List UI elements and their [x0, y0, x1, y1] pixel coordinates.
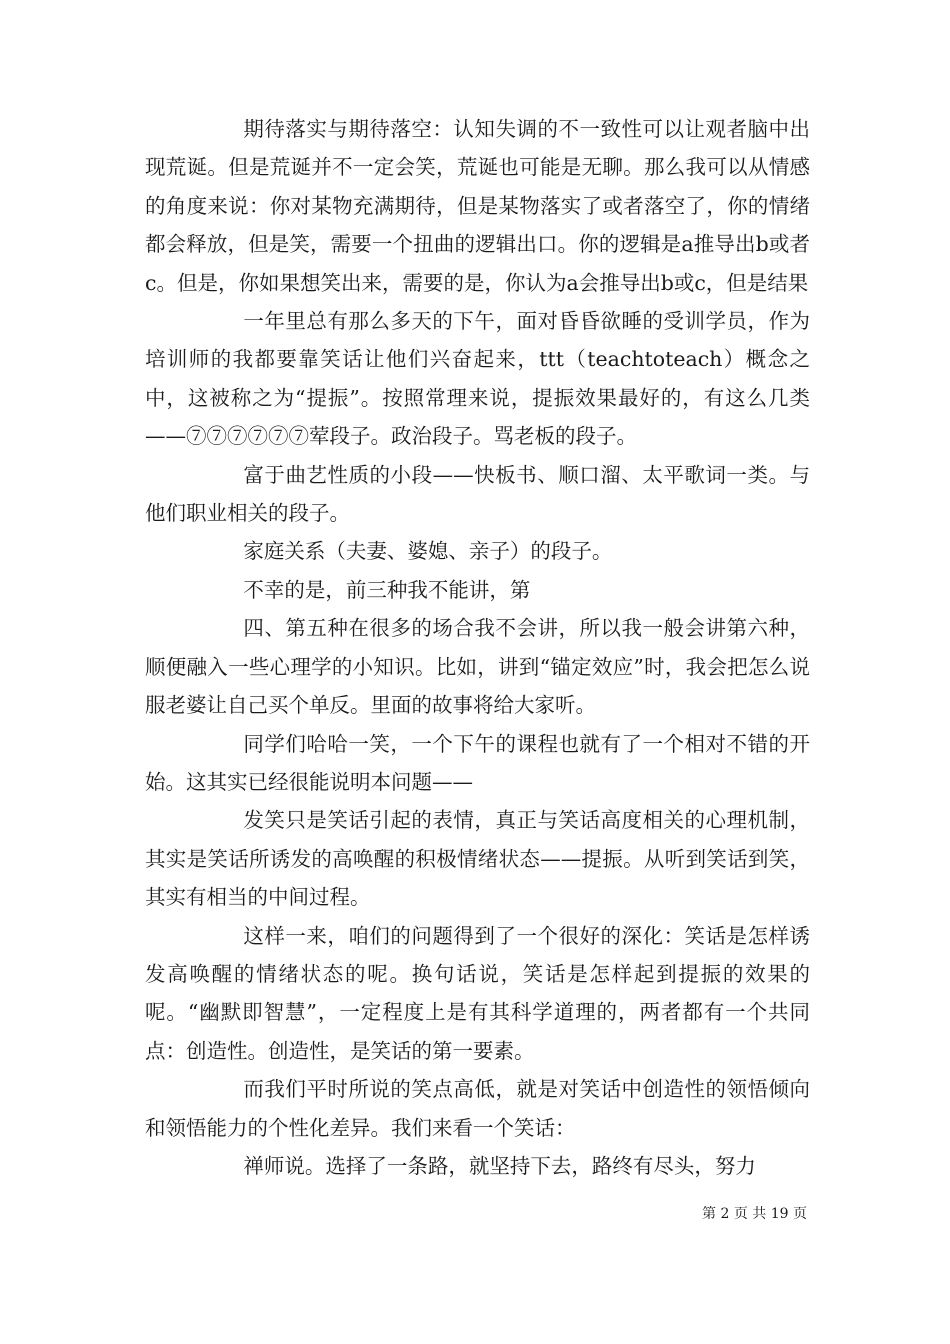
paragraph: 发笑只是笑话引起的表情，真正与笑话高度相关的心理机制，其实是笑话所诱发的高唤醒的积极情绪状态——提振。从听到笑话到笑，其实有相当的中间过程。 — [145, 808, 810, 910]
paragraph: 同学们哈哈一笑，一个下午的课程也就有了一个相对不错的开始。这其实已经很能说明本问题—— — [145, 731, 810, 794]
paragraph: 家庭关系（夫妻、婆媳、亲子）的段子。 — [243, 539, 613, 564]
paragraph: 不幸的是，前三种我不能讲，第 — [243, 577, 531, 602]
paragraph: 四、第五种在很多的场合我不会讲，所以我一般会讲第六种，顺便融入一些心理学的小知识。比如，讲到“锚定效应”时，我会把怎么说服老婆让自己买个单反。里面的故事将给大家听。 — [145, 616, 810, 718]
document-body — [145, 110, 810, 1185]
paragraph: 禅师说。选择了一条路，就坚持下去，路终有尽头，努力 — [243, 1153, 756, 1178]
paragraph: 这样一来，咱们的问题得到了一个很好的深化：笑话是怎样诱发高唤醒的情绪状态的呢。换句话说，笑话是怎样起到提振的效果的呢。“幽默即智慧”，一定程度上是有其科学道理的，两者都有一个共同点：创造性。创造性，是笑话的第一要素。 — [145, 923, 810, 1063]
paragraph: 期待落实与期待落空：认知失调的不一致性可以让观者脑中出现荒诞。但是荒诞并不一定会笑，荒诞也可能是无聊。那么我可以从情感的角度来说：你对某物充满期待，但是某物落实了或者落空了，你的情绪都会释放，但是笑，需要一个扭曲的逻辑出口。你的逻辑是a推导出b或者c。但是，你如果想笑出来，需要的是，你认为a会推导出b或c，但是结果 — [145, 117, 810, 295]
paragraph: 一年里总有那么多天的下午，面对昏昏欲睡的受训学员，作为培训师的我都要靠笑话让他们兴奋起来，ttt（teachtoteach）概念之中，这被称之为“提振”。按照常理来说，提振效果最好的，有这么几类——⑦⑦⑦⑦⑦⑦荤段子。政治段子。骂老板的段子。 — [145, 309, 810, 449]
paragraph: 富于曲艺性质的小段——快板书、顺口溜、太平歌词一类。与他们职业相关的段子。 — [145, 462, 810, 526]
page-number-footer: 第 2 页 共 19 页 — [702, 1206, 807, 1222]
paragraph: 而我们平时所说的笑点高低，就是对笑话中创造性的领悟倾向和领悟能力的个性化差异。我们来看一个笑话： — [145, 1077, 810, 1140]
